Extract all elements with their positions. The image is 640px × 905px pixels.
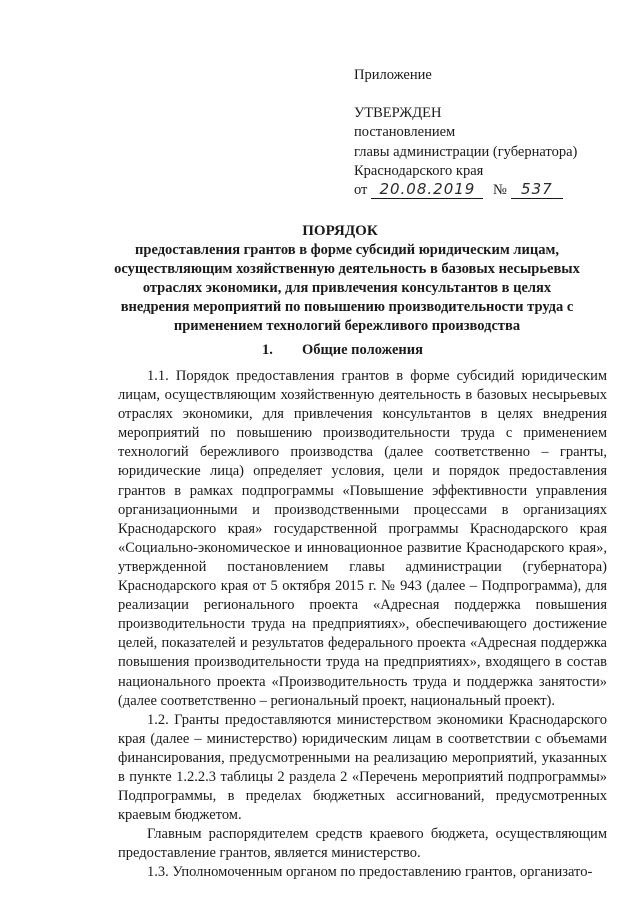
approved-label: УТВЕРЖДЕН [354, 105, 442, 122]
handwritten-date: 20.08.2019 [371, 181, 483, 199]
section-number: 1. [262, 342, 273, 358]
paragraph: 1.3. Уполномоченным органом по предоставлению грантов, организато- [147, 864, 593, 881]
body-text [118, 367, 607, 883]
section-heading [262, 341, 423, 360]
paragraph: 1.2. Гранты предоставляются министерством экономики Краснодарского края (далее – министерство) юридическим лицам в соответствии с объемами финансирования, предусмотренными на реализацию мероприятий, указанных в пункте 1.2.2.3 таблицы 2 раздела 2 «Перечень мероприятий подпрограммы» Подпрограммы, в пределах бюджетных ассигнований, предусмотренных краевым бюджетом. [118, 711, 607, 824]
appendix-label: Приложение [354, 67, 432, 83]
approval-line-2: главы администрации (губернатора) [354, 143, 578, 160]
number-prefix: № [493, 182, 507, 199]
document-title: ПОРЯДОК [302, 223, 378, 239]
paragraph: 1.1. Порядок предоставления грантов в форме субсидий юридическим лицам, осуществляющим хозяйственную деятельность в базовых несырьевых отраслях экономики, для привлечения консультантов в целях внедрения мероприятий по повышению производительности труда с применением технологий бережливого производства (далее соответственно – гранты, юридические лица) определяет условия, цели и порядок предоставления грантов в рамках подпрограммы «Повышение эффективности управления организационными и производственными процессами в организациях Краснодарского края» государственной программы Краснодарского края «Социально-экономическое и инновационное развитие Краснодарского края», утвержденной постановлением главы администрации (губернатора) Краснодарского края от 5 октября 2015 г. № 943 (далее – Подпрограмма), для реализации регионального проекта «Адресная поддержка повышения производительности труда на предприятиях», обеспечивающего достижение целей, показателей и результатов федерального проекта «Адресная поддержка повышения производительности труда на предприятиях», входящего в состав национального проекта «Производительность труда и поддержка занятости» (далее соответственно – региональный проект, национальный проект). [118, 368, 607, 709]
approval-line-1: постановлением [354, 124, 456, 141]
section-title: Общие положения [302, 342, 423, 358]
approval-block [354, 66, 614, 200]
handwritten-number: 537 [511, 181, 563, 199]
approval-date-row [354, 181, 614, 200]
paragraph: Главным распорядителем средств краевого бюджета, осуществляющим предоставление грантов, является министерство. [118, 826, 607, 862]
document-subtitle: предоставления грантов в форме субсидий юридическим лицам, осуществляющим хозяйственную деятельность в базовых несырьевых отраслях экономики, для привлечения консультантов в целях внедрения мероприятий по повышению производительности труда с применением технологий бережливого производства [114, 242, 580, 334]
approval-line-3: Краснодарского края [354, 162, 484, 179]
date-prefix: от [354, 182, 368, 199]
